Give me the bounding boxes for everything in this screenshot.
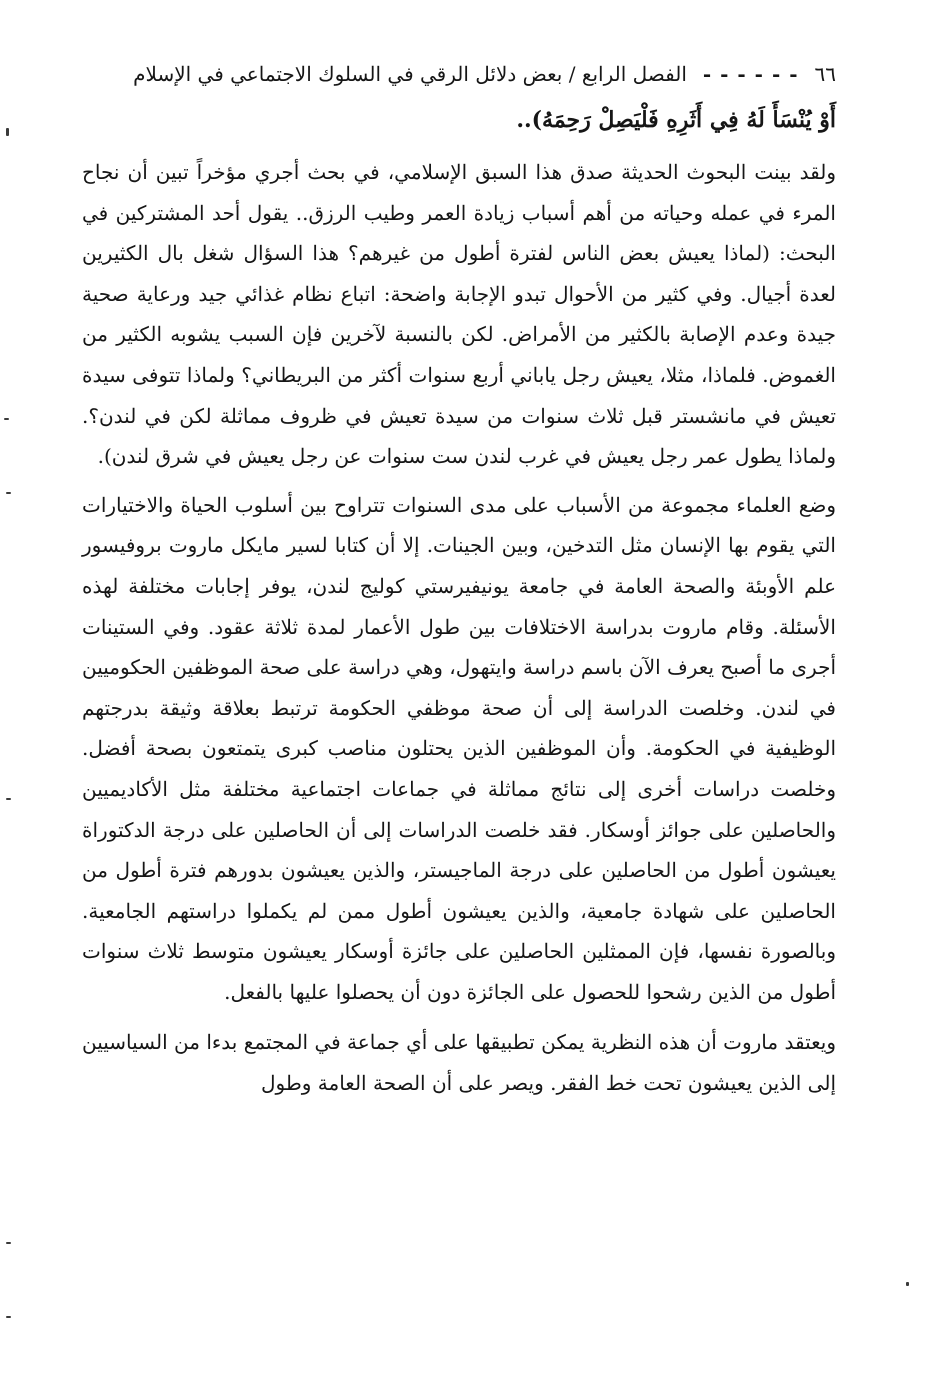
scan-mark <box>6 798 11 800</box>
scan-mark <box>6 1316 11 1318</box>
book-page <box>82 58 836 1104</box>
hadith-line: أَوْ يُنْسَأَ لَهُ فِي أَثَرِهِ فَلْيَصِلْ رَحِمَهُ).. <box>516 107 836 133</box>
scan-mark <box>6 128 9 136</box>
header-dots: - - - - - - <box>702 62 799 86</box>
scan-mark <box>906 1282 909 1286</box>
paragraph-marmot-study: وضع العلماء مجموعة من الأسباب على مدى السنوات تتراوح بين أسلوب الحياة والاختيارات التي يقوم بها الإنسان مثل التدخين، وبين الجينات. إلا أن كتابا لسير مايكل ماروت بروفيسور علم الأوبئة والصحة العامة في جامعة يونيفيرستي كوليج لندن، يوفر إجابات مختلفة لهذه الأسئلة. وقام ماروت بدراسة الاختلافات بين طول الأعمار لمدة ثلاثة عقود. وفي الستينات أجرى ما أصبح يعرف الآن باسم دراسة وايتهول، وهي دراسة على صحة الموظفين الحكوميين في لندن. وخلصت الدراسة إلى أن صحة موظفي الحكومة ترتبط بعلاقة وثيقة بدرجتهم الوظيفية في الحكومة. وأن الموظفين الذين يحتلون مناصب كبرى يتمتعون بصحة أفضل. وخلصت دراسات أخرى إلى نتائج مماثلة في جماعات اجتماعية مختلفة مثل الأكاديميين والحاصلين على جوائز أوسكار. فقد خلصت الدراسات إلى أن الحاصلين على درجة الدكتوراة يعيشون أطول من الحاصلين على درجة الماجيستر، والذين يعيشون بدورهم فترة أطول من الحاصلين على شهادة جامعية، والذين يعيشون أطول ممن لم يكملوا دراستهم الجامعية. وبالصورة نفسها، فإن الممثلين الحاصلين على جائزة أوسكار يعيشون متوسط ثلاث سنوات أطول من الذين رشحوا للحصول على الجائزة دون أن يحصلوا عليها بالفعل. <box>82 492 836 1004</box>
running-header <box>82 58 836 90</box>
scan-mark <box>4 418 9 420</box>
paragraph-theory: ويعتقد ماروت أن هذه النظرية يمكن تطبيقها على أي جماعة في المجتمع بدءا من السياسيين إلى الذين يعيشون تحت خط الفقر. ويصر على أن الصحة العامة وطول <box>82 1030 836 1096</box>
scan-mark <box>6 492 11 494</box>
chapter-title: الفصل الرابع / بعض دلائل الرقي في السلوك الاجتماعي في الإسلام <box>133 62 687 86</box>
page-number: ٦٦ <box>814 62 836 86</box>
scan-mark <box>6 1242 11 1244</box>
paragraph-research: ولقد بينت البحوث الحديثة صدق هذا السبق الإسلامي، في بحث أجري مؤخراً تبين أن نجاح المرء في عمله وحياته من أهم أسباب زيادة العمر وطيب الرزق.. يقول أحد المشتركين في البحث: (لماذا يعيش بعض الناس لفترة أطول من غيرهم؟ هذا السؤال شغل بال الكثيرين لعدة أجيال. وفي كثير من الأحوال تبدو الإجابة واضحة: اتباع نظام غذائي جيد ورعاية صحية جيدة وعدم الإصابة بالكثير من الأمراض. لكن بالنسبة لآخرين فإن السبب يشوبه الكثير من الغموض. فلماذا، مثلا، يعيش رجل ياباني أربع سنوات أكثر من البريطاني؟ ولماذا تتوفى سيدة تعيش في مانشستر قبل ثلاث سنوات من سيدة تعيش في ظروف مماثلة لكن في لندن؟. ولماذا يطول عمر رجل يعيش في غرب لندن ست سنوات عن رجل يعيش في شرق لندن). <box>82 160 836 469</box>
